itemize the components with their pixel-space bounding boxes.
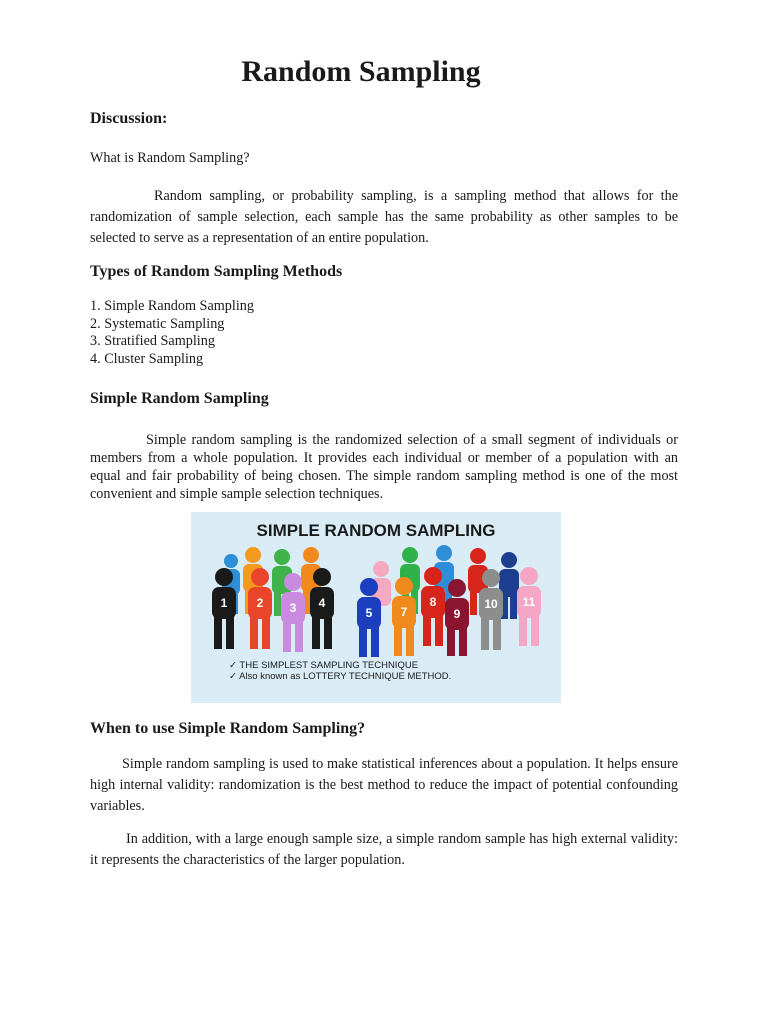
addition-paragraph: In addition, with a large enough sample size, a simple random sample has high external validity: it represents the characteristics of the larger population. (90, 831, 678, 868)
person-number: 7 (400, 605, 408, 619)
types-list-item: 2. Systematic Sampling (90, 315, 225, 332)
when-paragraph: Simple random sampling is used to make statistical inferences about a population. It helps ensure high internal validity: randomization is the best method to reduce the impact of potential confounding variables. (90, 756, 678, 814)
types-list (90, 298, 254, 369)
srs-paragraph: Simple random sampling is the randomized selection of a small segment of individuals or members from a whole population. It provides each individual or member of a population with an equal and fair probability of being chosen. The simple random sampling method is one of the most convenient and simple sample selection techniques. (90, 432, 678, 502)
types-list-item: 3. Stratified Sampling (90, 333, 215, 350)
person-number: 11 (522, 595, 536, 609)
definition-paragraph: Random sampling, or probability sampling, is a sampling method that allows for the randomization of sample selection, each sample has the same probability as other samples to be selected to serve as a representation of an entire population. (90, 188, 678, 246)
discussion-heading: Discussion: (90, 110, 168, 127)
figure-bullet-1: ✓ THE SIMPLEST SAMPLING TECHNIQUE (229, 660, 419, 671)
person-number: 9 (453, 607, 461, 621)
person-number: 1 (220, 596, 228, 610)
page-title: Random Sampling (241, 55, 481, 88)
person-number: 3 (289, 601, 297, 615)
person-number: 8 (429, 595, 437, 609)
figure-bullet-2: ✓ Also known as LOTTERY TECHNIQUE METHOD. (229, 671, 452, 682)
types-list-item: 4. Cluster Sampling (90, 351, 204, 368)
question-text: What is Random Sampling? (90, 150, 250, 166)
types-list-item: 1. Simple Random Sampling (90, 298, 254, 314)
figure-illustration (191, 512, 561, 703)
person-number: 4 (318, 596, 326, 610)
figure-title: SIMPLE RANDOM SAMPLING (256, 521, 496, 540)
simple-random-sampling-figure (191, 512, 561, 703)
when-heading: When to use Simple Random Sampling? (90, 720, 366, 737)
person-number: 2 (256, 596, 264, 610)
srs-heading: Simple Random Sampling (90, 390, 269, 407)
person-number: 5 (365, 606, 373, 620)
types-heading: Types of Random Sampling Methods (90, 263, 343, 280)
person-number: 10 (484, 597, 498, 611)
